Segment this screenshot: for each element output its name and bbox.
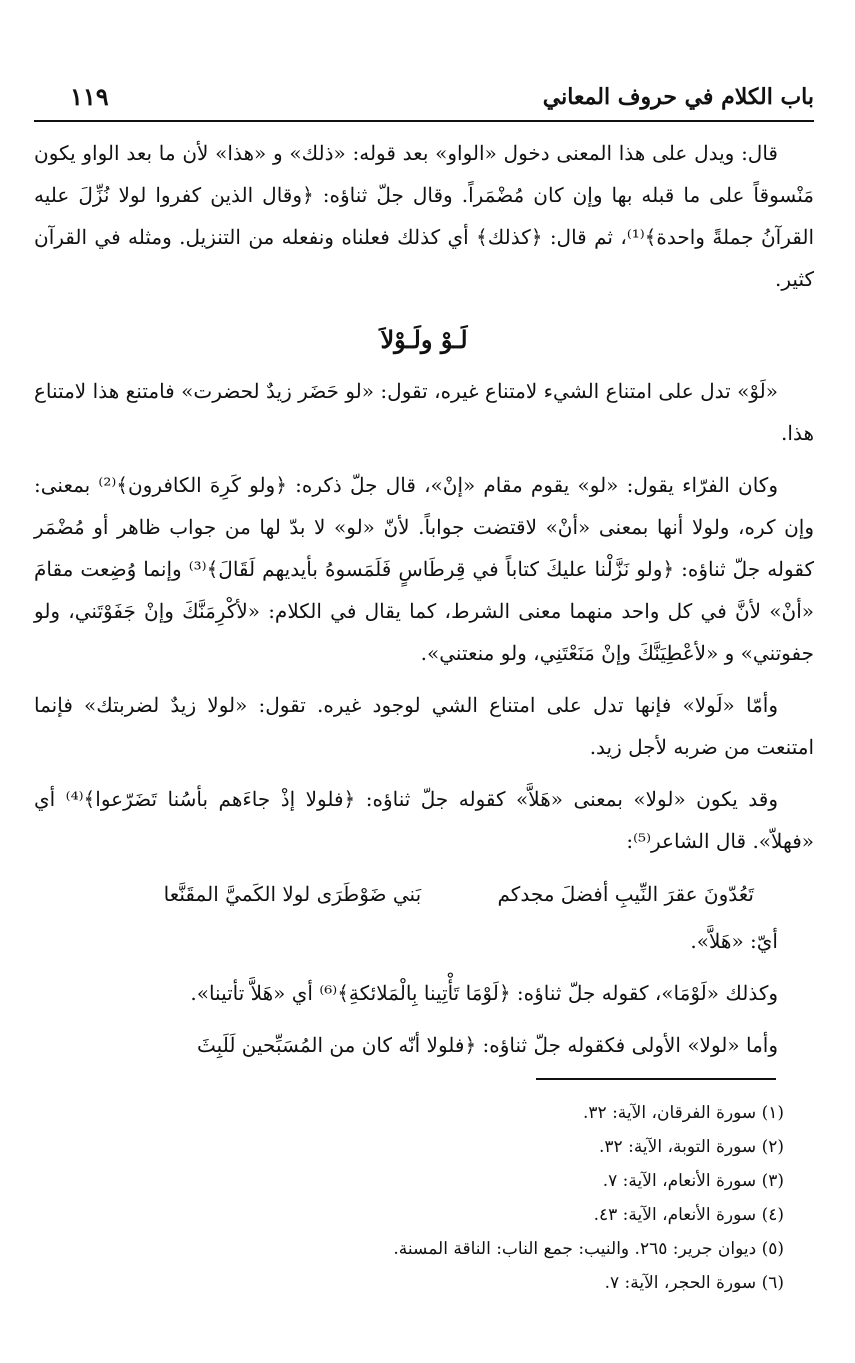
page-number: ١١٩ <box>70 82 109 111</box>
footnote-1: (١) سورة الفرقان، الآية: ٣٢. <box>583 1103 784 1123</box>
book-page <box>34 78 814 1076</box>
paragraph-2: «لَوْ» تدل على امتناع الشيء لامتناع غيره، تقول: «لو حَضَر زيدٌ لحضرت» فامتنع هذا لامتناع هذا. <box>34 379 814 445</box>
verse-second-hemistich: بَني ضَوْطَرَى لولا الكَميَّ المقَنَّعا <box>163 882 422 906</box>
chapter-title: باب الكلام في حروف المعاني <box>542 84 814 110</box>
page-header <box>34 78 814 122</box>
footnote-2: (٢) سورة التوبة، الآية: ٣٢. <box>599 1137 784 1157</box>
paragraph-4: وأمّا «لَولا» فإنها تدل على امتناع الشي لوجود غيره. تقول: «لولا زيدٌ لضربتك» فإنما امتنعت من ضربه لأجل زيد. <box>34 693 814 759</box>
poetry-verse <box>34 872 814 916</box>
paragraph-1: قال: ويدل على هذا المعنى دخول «الواو» بعد قوله: «ذلك» و «هذا» لأن ما بعد الواو يكون مَنْسوقاً على ما قبله بها وإن كان مُضْمَراً. وقال جلّ ثناؤه: ﴿وقال الذين كفروا لولا نُزِّلَ عليه القرآنُ جملةً واحدة﴾⁽¹⁾، ثم قال: ﴿كذلك﴾ أي كذلك فعلناه ونفعله من التنزيل. ومثله في القرآن كثير. <box>34 141 815 291</box>
footnotes <box>34 1096 814 1300</box>
paragraph-7: وكذلك «لَوْمَا»، كقوله جلّ ثناؤه: ﴿لَوْمَا تَأْتِينا بِالْمَلائكةِ﴾⁽⁶⁾ أي «هَلاَّ تأتينا». <box>190 981 778 1005</box>
page-body <box>34 132 814 1066</box>
paragraph-3: وكان الفرّاء يقول: «لو» يقوم مقام «إنْ»، قال جلّ ذكره: ﴿ولو كَرِهَ الكافرون﴾⁽²⁾ بمعنى: وإن كره، ولولا أنها بمعنى «أنْ» لاقتضت جواباً. لأنّ «لو» لا بدّ لها من جواب ظاهر أو مُضْمَر كقوله جلّ ثناؤه: ﴿ولو نَزَّلْنا عليكَ كتاباً في قِرطَاسٍ فَلَمَسوهُ بأيديهم لَقَالَ﴾⁽³⁾ وإنما وُضِعت مقامَ «أنْ» لأنَّ في كل واحد منهما معنى الشرط، كما يقال في الكلام: «لأكْرِمَنَّكَ وإنْ جَفَوْتَني، ولو جفوتني» و «لأعْطِيَنَّكَ وإنْ مَنَعْتَنِي، ولو منعتني». <box>34 473 814 665</box>
footnote-6: (٦) سورة الحجر، الآية: ٧. <box>604 1273 784 1293</box>
footnote-3: (٣) سورة الأنعام، الآية: ٧. <box>602 1171 784 1191</box>
paragraph-6: أيّ: «هَلاَّ». <box>690 929 778 953</box>
footnote-separator <box>536 1078 776 1080</box>
verse-first-hemistich: تَعُدّونَ عقرَ النِّيبِ أفضلَ مجدكم <box>497 882 754 906</box>
footnote-5: (٥) ديوان جرير: ٢٦٥. والنيب: جمع الناب: الناقة المسنة. <box>393 1239 784 1259</box>
paragraph-5: وقد يكون «لولا» بمعنى «هَلاَّ» كقوله جلّ ثناؤه: ﴿فلولا إذْ جاءَهم بأسُنا تَضَرّعوا﴾⁽⁴⁾ أي «فهلاّ». قال الشاعر⁽⁵⁾: <box>34 787 814 853</box>
footnote-4: (٤) سورة الأنعام، الآية: ٤٣. <box>593 1205 784 1225</box>
paragraph-8: وأما «لولا» الأولى فكقوله جلّ ثناؤه: ﴿فلولا أنّه كان من المُسَبِّحين لَلَبِثَ <box>197 1033 778 1057</box>
section-heading: لَـوْ ولَـوْلاَ <box>380 325 468 354</box>
